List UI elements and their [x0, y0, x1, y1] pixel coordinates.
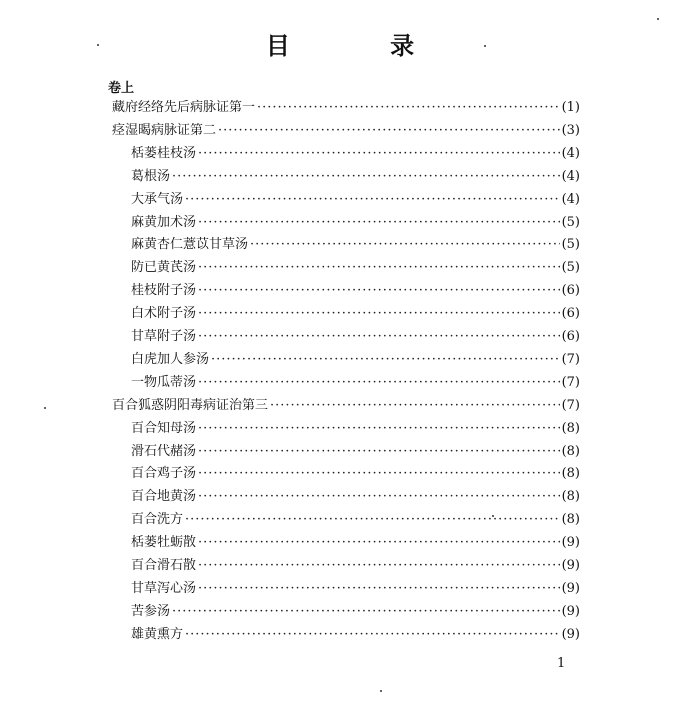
toc-entry-title: 藏府经络先后病脉证第一 — [112, 100, 256, 115]
toc-entry-page: (6) — [561, 283, 580, 299]
toc-entry — [131, 350, 580, 370]
toc-entry-page: (9) — [561, 558, 580, 573]
toc-entry-title: 滑石代赭汤 — [131, 443, 197, 459]
page-title: 目 录 — [265, 32, 461, 60]
toc-entry-page: (9) — [561, 626, 580, 642]
volume-heading: 卷上 — [108, 81, 135, 96]
toc-entry-page: (9) — [561, 603, 580, 619]
dot-leader — [185, 190, 560, 210]
toc-entry — [131, 281, 580, 301]
dot-leader — [198, 419, 560, 439]
toc-entry-title: 防已黄芪汤 — [131, 260, 197, 276]
toc-entry-title: 百合鸡子汤 — [131, 466, 197, 482]
toc-entry — [112, 98, 580, 118]
toc-entry-title: 百合滑石散 — [131, 558, 197, 573]
dot-leader — [198, 373, 560, 393]
toc-entry-page: (8) — [561, 420, 580, 436]
toc-entry-page: (5) — [561, 237, 580, 253]
page-number: 1 — [557, 656, 566, 671]
toc-entry-page: (9) — [561, 580, 580, 596]
toc-entry-page: (4) — [561, 145, 580, 161]
toc-entry — [131, 327, 580, 347]
toc-entry-title: 麻黄杏仁薏苡甘草汤 — [131, 237, 249, 253]
scan-speck — [657, 18, 659, 20]
toc-entry-title: 雄黄熏方 — [131, 626, 184, 642]
toc-entry — [131, 304, 580, 324]
toc-entry-page: (6) — [561, 306, 580, 322]
toc-entry-title: 百合洗方 — [131, 512, 184, 528]
toc-entry — [131, 464, 580, 484]
toc-entry-title: 栝蒌桂枝汤 — [131, 145, 197, 161]
toc-entry-title: 大承气汤 — [131, 191, 184, 207]
dot-leader — [198, 213, 560, 233]
dot-leader — [250, 235, 560, 255]
toc-entry-page: (4) — [561, 191, 580, 207]
toc-entry-title: 痉湿暍病脉证第二 — [112, 122, 217, 138]
dot-leader — [198, 144, 560, 164]
toc-entry-page: (7) — [561, 397, 580, 413]
dot-leader — [198, 442, 560, 462]
toc-entry-page: (9) — [561, 535, 580, 551]
toc-entry-title: 甘草附子汤 — [131, 329, 197, 344]
toc-entry — [131, 602, 580, 622]
toc-entry-page: (3) — [561, 122, 580, 138]
toc-entry-title: 苦参汤 — [131, 603, 171, 619]
toc-entry-title: 甘草泻心汤 — [131, 580, 197, 596]
dot-leader — [198, 556, 560, 576]
toc-entry-page: (6) — [561, 329, 580, 344]
dot-leader — [172, 167, 560, 187]
dot-leader — [185, 625, 560, 645]
toc-entry — [131, 144, 580, 164]
dot-leader — [198, 487, 560, 507]
dot-leader — [270, 396, 560, 416]
toc-entry — [131, 258, 580, 278]
toc-entry-title: 桂枝附子汤 — [131, 283, 197, 299]
toc-entry — [131, 556, 580, 576]
toc-entry-page: (8) — [561, 443, 580, 459]
toc-entry-title: 百合地黄汤 — [131, 489, 197, 505]
toc-entry — [131, 442, 580, 462]
toc-entry — [131, 487, 580, 507]
scan-speck — [380, 690, 382, 692]
toc-entry-title: 白虎加人参汤 — [131, 351, 210, 367]
toc-entry — [131, 190, 580, 210]
scan-speck — [97, 44, 99, 46]
dot-leader — [198, 327, 560, 347]
toc-entry — [131, 510, 580, 530]
toc-entry-page: (8) — [561, 466, 580, 482]
toc-entry-page: (4) — [561, 168, 580, 184]
toc-entry — [131, 533, 580, 553]
toc-entry — [131, 579, 580, 599]
dot-leader — [198, 464, 560, 484]
toc-entry-page: (7) — [561, 374, 580, 390]
toc-entry-title: 葛根汤 — [131, 168, 171, 184]
scan-speck — [484, 45, 486, 47]
dot-leader — [198, 281, 560, 301]
dot-leader — [198, 533, 560, 553]
dot-leader — [218, 121, 560, 141]
toc-entry — [112, 396, 580, 416]
toc-entry — [131, 235, 580, 255]
dot-leader — [257, 98, 560, 118]
toc-entry-page: (7) — [561, 351, 580, 367]
dot-leader — [198, 304, 560, 324]
toc-entry — [131, 419, 580, 439]
toc-entry — [131, 373, 580, 393]
toc-entry-title: 百合知母汤 — [131, 420, 197, 436]
toc-entry-page: (8) — [561, 489, 580, 505]
toc-entry-page: (8) — [561, 512, 580, 528]
toc-entry-title: 麻黄加术汤 — [131, 214, 197, 230]
dot-leader — [185, 510, 560, 530]
toc-entry — [112, 121, 580, 141]
dot-leader — [198, 258, 560, 278]
toc-entry — [131, 625, 580, 645]
toc-entry-title: 栝蒌牡蛎散 — [131, 535, 197, 551]
toc-entry — [131, 213, 580, 233]
toc-entry-title: 百合狐惑阴阳毒病证治第三 — [112, 397, 269, 413]
toc-entry-page: (1) — [561, 100, 580, 115]
toc-entry-page: (5) — [561, 214, 580, 230]
scan-speck — [44, 407, 46, 409]
toc-entry-page: (5) — [561, 260, 580, 276]
scan-speck — [492, 515, 494, 517]
toc-entry-title: 白术附子汤 — [131, 306, 197, 322]
toc-entry-title: 一物瓜蒂汤 — [131, 374, 197, 390]
dot-leader — [211, 350, 560, 370]
dot-leader — [172, 602, 560, 622]
dot-leader — [198, 579, 560, 599]
toc-entry — [131, 167, 580, 187]
